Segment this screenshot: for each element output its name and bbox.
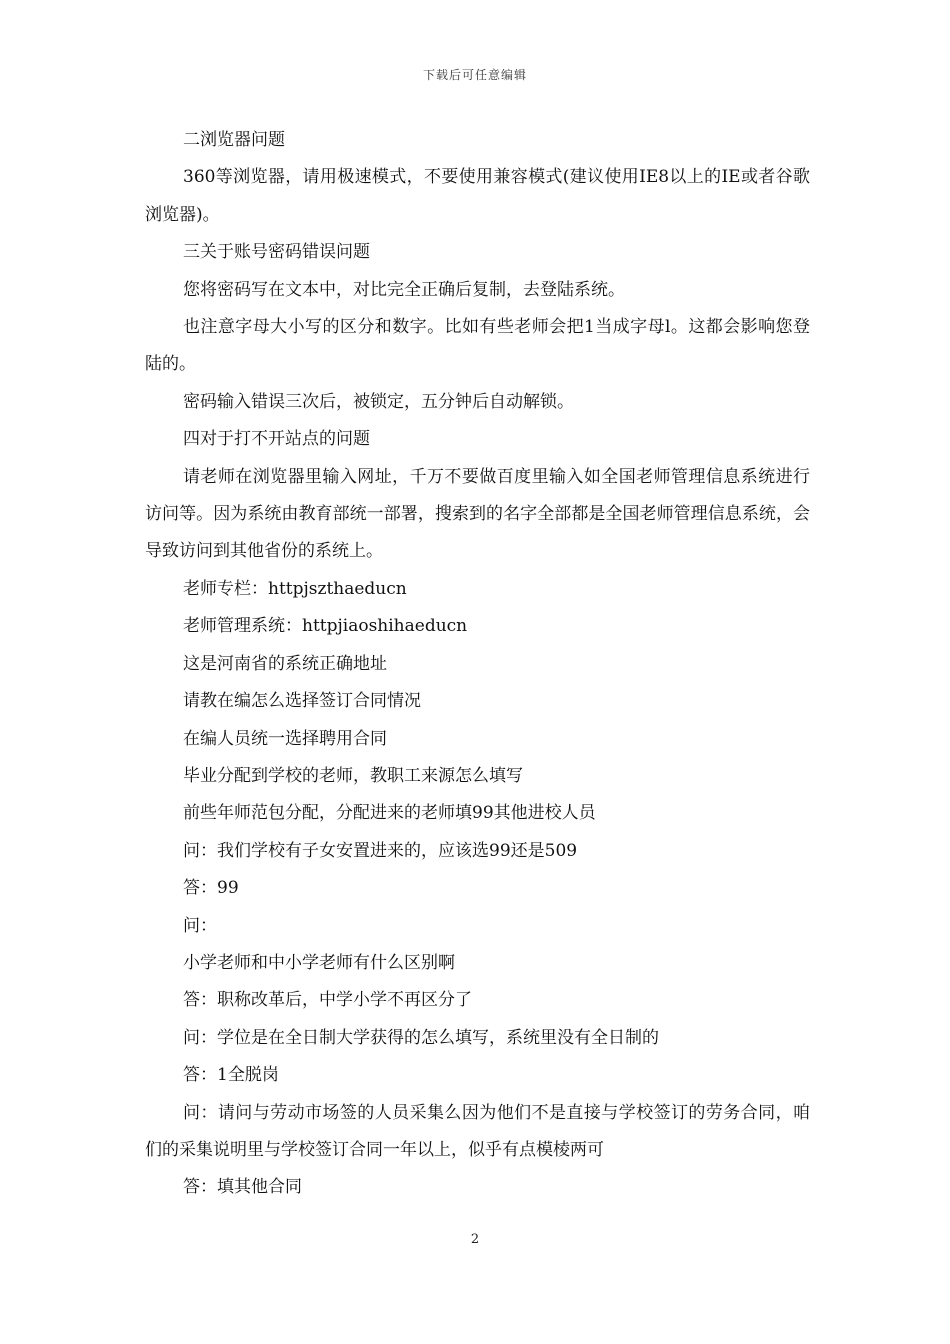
paragraph: 这是河南省的系统正确地址 xyxy=(183,653,387,674)
paragraph: 请教在编怎么选择签订合同情况 xyxy=(183,691,421,712)
paragraph: 前些年师范包分配，分配进来的老师填99其他进校人员 xyxy=(183,803,596,824)
paragraph: 老师专栏：httpjszthaeducn xyxy=(183,578,407,599)
paragraph: 毕业分配到学校的老师，教职工来源怎么填写 xyxy=(183,765,523,786)
paragraph: 在编人员统一选择聘用合同 xyxy=(183,728,387,749)
document-body xyxy=(145,122,810,1207)
page-header: 下载后可任意编辑 xyxy=(422,68,527,82)
paragraph: 四对于打不开站点的问题 xyxy=(183,429,370,450)
paragraph: 360等浏览器，请用极速模式，不要使用兼容模式(建议使用IE8以上的IE或者谷歌浏览器)。 xyxy=(145,167,810,225)
paragraph: 问：我们学校有子女安置进来的，应该选99还是509 xyxy=(183,840,578,861)
paragraph: 问：学位是在全日制大学获得的怎么填写，系统里没有全日制的 xyxy=(183,1027,659,1048)
paragraph: 三关于账号密码错误问题 xyxy=(183,242,370,263)
paragraph: 答：职称改革后，中学小学不再区分了 xyxy=(183,990,472,1011)
paragraph: 答：填其他合同 xyxy=(183,1177,302,1198)
paragraph: 也注意字母大小写的区分和数字。比如有些老师会把1当成字母l。这都会影响您登陆的。 xyxy=(145,317,810,375)
paragraph: 答：99 xyxy=(183,878,239,899)
paragraph: 您将密码写在文本中，对比完全正确后复制，去登陆系统。 xyxy=(183,279,625,300)
page-number: 2 xyxy=(470,1232,480,1247)
paragraph: 二浏览器问题 xyxy=(183,130,285,150)
paragraph: 密码输入错误三次后，被锁定，五分钟后自动解锁。 xyxy=(183,391,574,412)
paragraph: 问：请问与劳动市场签的人员采集么因为他们不是直接与学校签订的劳务合同，咱们的采集说明里与学校签订合同一年以上，似乎有点模棱两可 xyxy=(145,1102,810,1160)
paragraph: 问： xyxy=(183,915,217,936)
paragraph: 请老师在浏览器里输入网址，千万不要做百度里输入如全国老师管理信息系统进行访问等。因为系统由教育部统一部署，搜索到的名字全部都是全国老师管理信息系统，会导致访问到其他省份的系统上。 xyxy=(145,466,810,562)
paragraph: 老师管理系统：httpjiaoshihaeducn xyxy=(183,616,468,637)
paragraph: 小学老师和中小学老师有什么区别啊 xyxy=(183,952,455,973)
paragraph: 答：1全脱岗 xyxy=(183,1065,279,1086)
